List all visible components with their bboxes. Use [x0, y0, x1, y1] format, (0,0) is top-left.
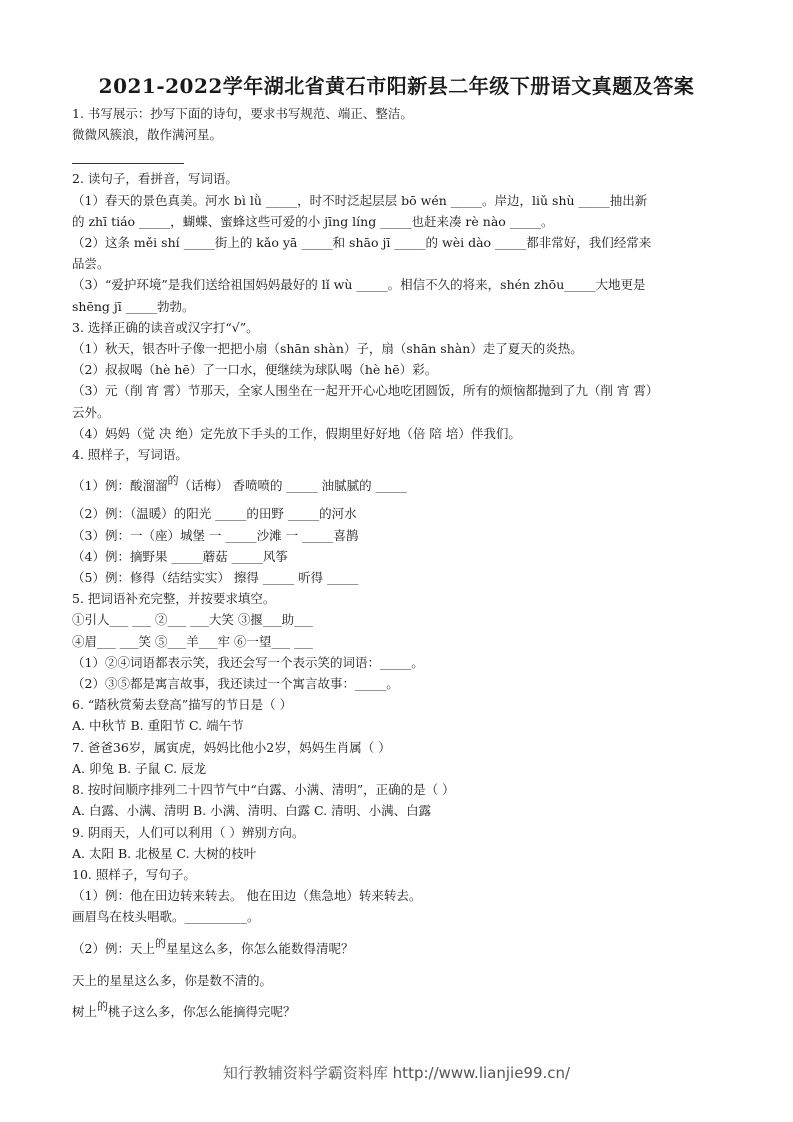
- text-line: A. 中秋节 B. 重阳节 C. 端午节: [72, 718, 244, 734]
- text-line-q10-2: [72, 938, 732, 960]
- page-title: 2021-2022学年湖北省黄石市阳新县二年级下册语文真题及答案: [98, 74, 695, 98]
- text-line: A. 白露、小满、清明 B. 小满、清明、白露 C. 清明、小满、白露: [72, 803, 432, 819]
- text-part: （话梅） 香喷喷的 _____ 油腻腻的 _____: [178, 478, 407, 494]
- text-line: （3）例：一（座）城堡 一 _____沙滩 一 _____喜鹊: [72, 527, 359, 543]
- text-line: 微微风簇浪，散作满河星。: [72, 127, 223, 143]
- text-line: 7. 爸爸36岁，属寅虎，妈妈比他小2岁，妈妈生肖属（ ）: [72, 739, 391, 755]
- text-line: 画眉鸟在枝头唱歌。__________。: [72, 909, 260, 925]
- document-body: [72, 103, 732, 1023]
- text-line: （1）②④词语都表示笑，我还会写一个表示笑的词语：_____。: [72, 654, 424, 670]
- text-part: （2）例：天上: [72, 940, 155, 956]
- text-line: （3）“爱护环境”是我们送给祖国妈妈最好的 lǐ wù _____。相信不久的将来，shén zhōu_____大地更是: [72, 277, 646, 293]
- text-line: 云外。: [72, 404, 110, 420]
- text-line: 2. 读句子，看拼音，写词语。: [72, 171, 238, 187]
- text-line: 天上的星星这么多，你是数不清的。: [72, 972, 273, 988]
- text-line: 8. 按时间顺序排列二十四节气中“白露、小满、清明”，正确的是（ ）: [72, 782, 455, 798]
- text-line: （1）秋天，银杏叶子像一把把小扇（shān shàn）子，扇（shān shàn）走了夏天的炎热。: [72, 341, 583, 357]
- text-line: A. 太阳 B. 北极星 C. 大树的枝叶: [72, 845, 257, 861]
- text-line: ④眉___ ___笑 ⑤___羊___牢 ⑥一望___ ___: [72, 633, 313, 649]
- text-line: （1）春天的景色真美。河水 bì lǜ _____，时不时泛起层层 bō wén _____。岸边，liǔ shù _____抽出新: [72, 192, 648, 208]
- text-line: （2）例：（温暖）的阳光 _____的田野 _____的河水: [72, 506, 357, 522]
- text-line: （3）元（削 宵 霄）节那天，全家人围坐在一起开开心心地吃团圆饭，所有的烦恼都抛到了九（削 宵 霄）: [72, 383, 659, 399]
- text-line-q4-1: [72, 475, 732, 497]
- text-line: （4）妈妈（觉 决 绝）定先放下手头的工作，假期里好好地（倍 陪 培）伴我们。: [72, 425, 521, 441]
- text-line-q10-3: [72, 1001, 732, 1023]
- text-line: （4）例：摘野果 _____蘑菇 _____风筝: [72, 548, 288, 564]
- text-line: 3. 选择正确的读音或汉字打“√”。: [72, 319, 259, 335]
- text-part: 桃子这么多，你怎么能摘得完呢？: [108, 1003, 296, 1019]
- footer-watermark: 知行教辅资料学霸资料库 http://www.lianjie99.cn/: [222, 1064, 571, 1082]
- superscript-char: 的: [97, 999, 109, 1013]
- text-line: 9. 阴雨天，人们可以利用（ ）辨别方向。: [72, 824, 305, 840]
- text-part: 树上: [72, 1003, 98, 1019]
- text-line: shēng jī _____勃勃。: [72, 298, 195, 314]
- writing-blank-line: [72, 145, 184, 164]
- text-line: 6. “踏秋赏菊去登高”描写的节日是（ ）: [72, 697, 293, 713]
- text-line: （2）这条 měi shí _____街上的 kǎo yā _____和 shāo jī _____的 wèi dào _____都非常好，我们经常来: [72, 235, 652, 251]
- superscript-char: 的: [154, 936, 166, 950]
- text-line: 4. 照样子，写词语。: [72, 447, 188, 463]
- text-line: （2）③⑤都是寓言故事，我还读过一个寓言故事：_____。: [72, 676, 399, 692]
- text-line: ①引人___ ___ ②___ ___大笑 ③揠___助___: [72, 612, 313, 628]
- text-part: 星星这么多，你怎么能数得清呢？: [165, 940, 354, 956]
- text-line: （5）例：修得（结结实实） 擦得 _____ 听得 _____: [72, 570, 359, 586]
- text-part: （1）例：酸溜溜: [72, 478, 168, 494]
- text-line: （2）叔叔喝（hè hē）了一口水，便继续为球队喝（hè hē）彩。: [72, 362, 438, 378]
- text-line: 5. 把词语补充完整，并按要求填空。: [72, 591, 276, 607]
- text-line: 品尝。: [72, 256, 110, 272]
- text-line: 1. 书写展示：抄写下面的诗句，要求书写规范、端正、整洁。: [72, 106, 413, 121]
- text-line: （1）例：他在田边转来转去。 他在田边（焦急地）转来转去。: [72, 888, 422, 904]
- text-line: A. 卯兔 B. 子鼠 C. 辰龙: [72, 760, 207, 776]
- text-line: 10. 照样子，写句子。: [72, 866, 196, 882]
- text-line: 的 zhī tiáo _____，蝴蝶、蜜蜂这些可爱的小 jīng líng _____也赶来凑 rè nào _____。: [72, 213, 554, 229]
- superscript-char: 的: [167, 474, 179, 488]
